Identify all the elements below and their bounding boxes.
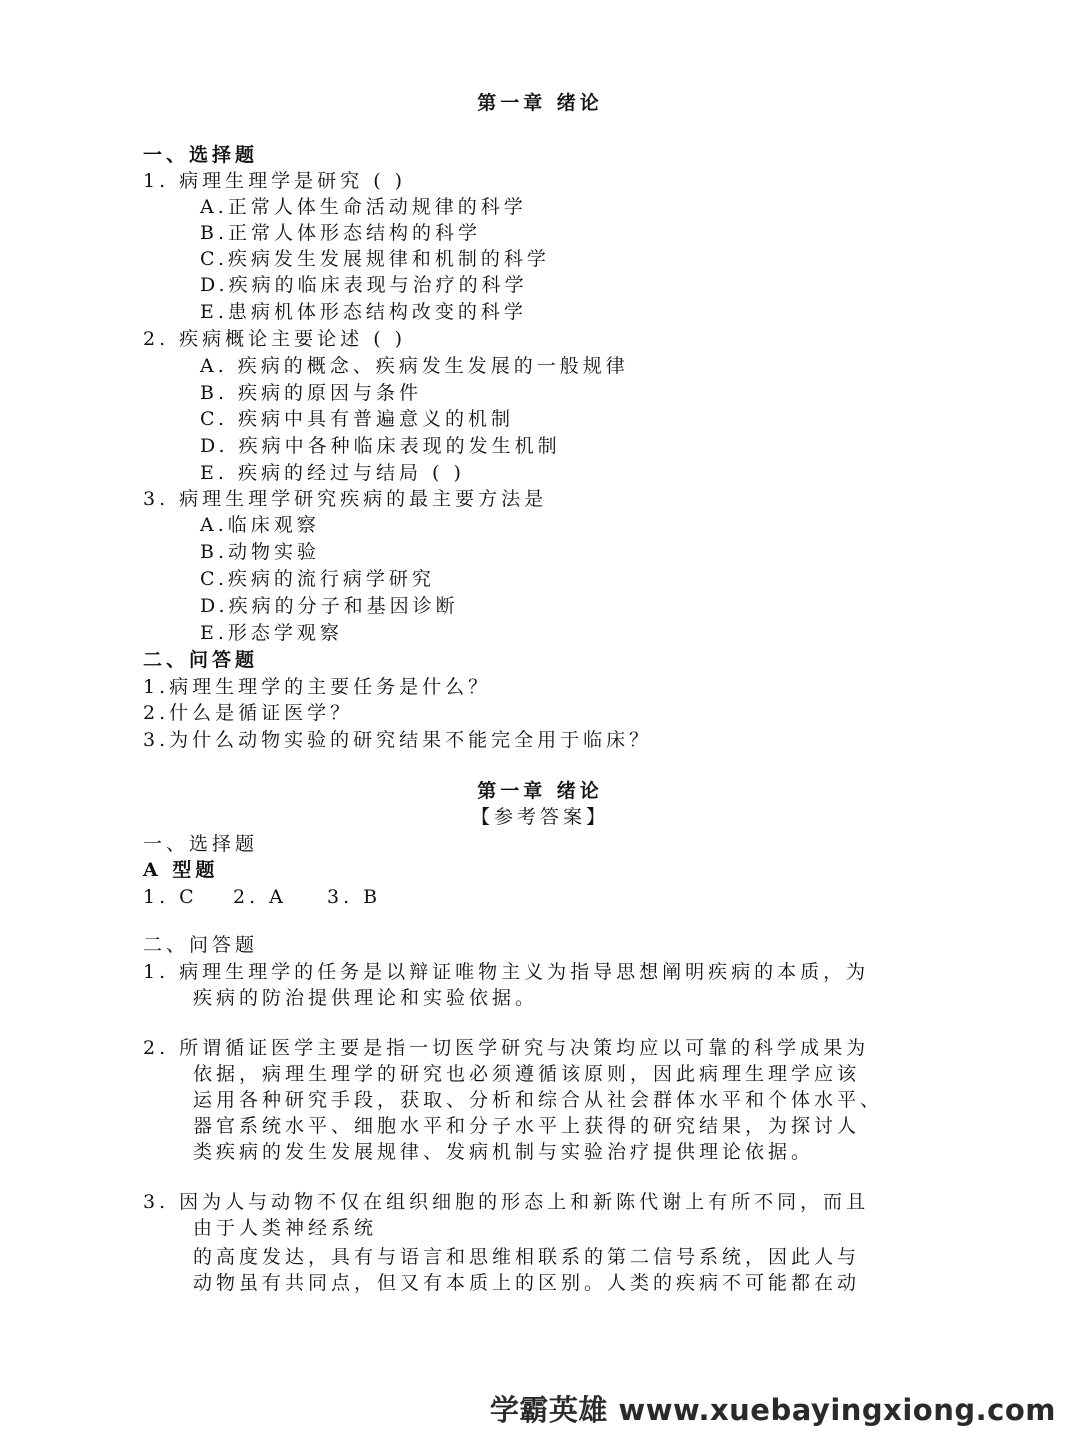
question-1-option-a: A.正常人体生命活动规律的科学 [200,196,527,218]
question-3-option-c: C.疾病的流行病学研究 [200,568,435,590]
answers-title: 第一章 绪论 [477,780,603,802]
question-3-option-e: E.形态学观察 [200,622,343,644]
question-1-stem: 1. 病理生理学是研究 ( ) [143,170,407,192]
question-2-stem: 2. 疾病概论主要论述 ( ) [143,328,407,350]
section-heading-choice: 一、选择题 [143,144,259,166]
chapter-title: 第一章 绪论 [477,92,603,114]
answer-3-line-3: 的高度发达，具有与语言和思维相联系的第二信号系统，因此人与 [193,1246,861,1268]
answers-type-label: A 型题 [143,859,219,881]
answers-subtitle: 【参考答案】 [470,806,609,828]
answer-3-line-4: 动物虽有共同点，但又有本质上的区别。人类的疾病不可能都在动 [193,1272,861,1294]
question-3-option-b: B.动物实验 [200,541,321,563]
short-answer-question-1: 1.病理生理学的主要任务是什么？ [143,676,492,698]
question-1-option-d: D.疾病的临床表现与治疗的科学 [200,274,528,296]
question-1-option-e: E.患病机体形态结构改变的科学 [200,301,527,323]
answer-2-line-1: 2. 所谓循证医学主要是指一切医学研究与决策均应以可靠的科学成果为 [143,1037,870,1059]
question-1-option-c: C.疾病发生发展规律和机制的科学 [200,248,550,270]
answers-section-choice: 一、选择题 [143,833,259,855]
answer-2-line-4: 器官系统水平、细胞水平和分子水平上获得的研究结果，为探讨人 [193,1115,861,1137]
question-2-option-c: C. 疾病中具有普遍意义的机制 [200,408,514,430]
answer-1-line-2: 疾病的防治提供理论和实验依据。 [193,987,539,1009]
short-answer-question-2: 2.什么是循证医学？ [143,702,354,724]
answer-1-line-1: 1. 病理生理学的任务是以辩证唯物主义为指导思想阐明疾病的本质，为 [143,961,870,983]
answer-choice-2: 2. A [233,886,287,908]
answer-choice-3: 3. B [327,886,382,908]
short-answer-question-3: 3.为什么动物实验的研究结果不能完全用于临床？ [143,729,653,751]
answers-section-short-answer: 二、问答题 [143,934,259,956]
answer-choice-1: 1. C [143,886,198,908]
question-2-option-e: E. 疾病的经过与结局 ( ) [200,462,465,484]
question-2-option-a: A. 疾病的概念、疾病发生发展的一般规律 [200,355,629,377]
section-heading-short-answer: 二、问答题 [143,649,259,671]
question-1-option-b: B.正常人体形态结构的科学 [200,222,482,244]
question-2-option-d: D. 疾病中各种临床表现的发生机制 [200,435,561,457]
answer-3-line-2: 由于人类神经系统 [193,1217,378,1239]
question-3-option-a: A.临床观察 [200,514,320,536]
answer-2-line-5: 类疾病的发生发展规律、发病机制与实验治疗提供理论依据。 [193,1141,815,1163]
answer-2-line-3: 运用各种研究手段，获取、分析和综合从社会群体水平和个体水平、 [193,1089,884,1111]
question-3-stem: 3. 病理生理学研究疾病的最主要方法是 [143,488,548,510]
question-2-option-b: B. 疾病的原因与条件 [200,382,423,404]
answer-2-line-2: 依据，病理生理学的研究也必须遵循该原则，因此病理生理学应该 [193,1063,861,1085]
site-watermark: 学霸英雄 www.xuebayingxiong.com [489,1393,1056,1427]
answer-3-line-1: 3. 因为人与动物不仅在组织细胞的形态上和新陈代谢上有所不同，而且 [143,1191,870,1213]
question-3-option-d: D.疾病的分子和基因诊断 [200,595,459,617]
